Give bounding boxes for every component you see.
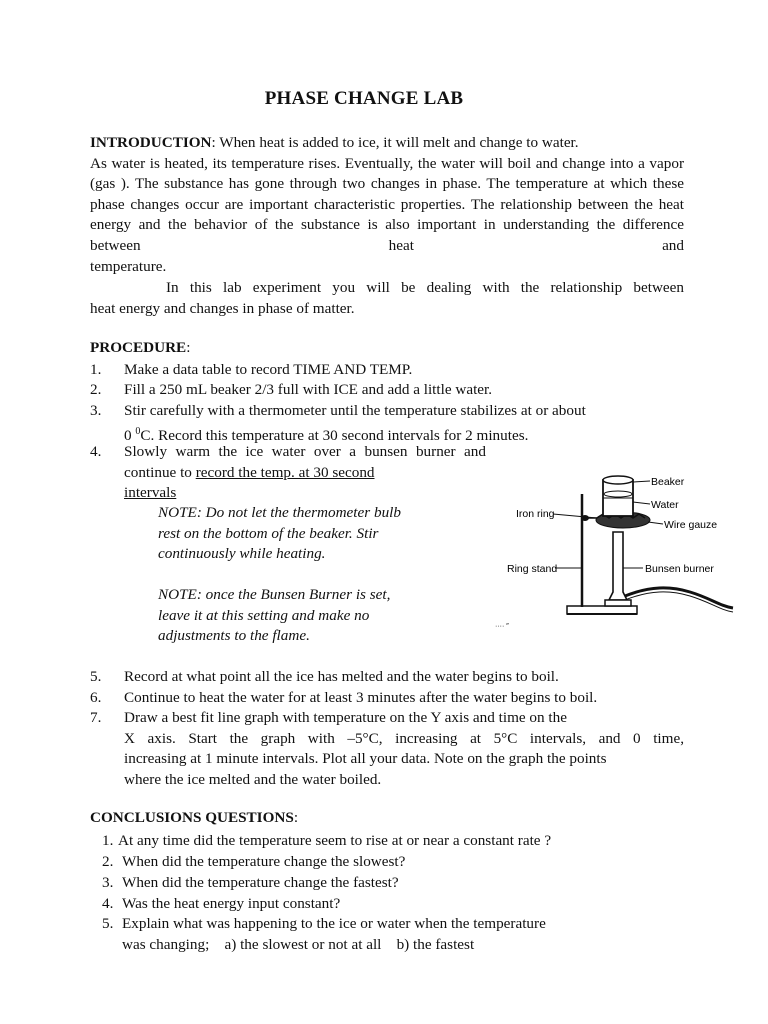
introduction-paragraph-2 bbox=[90, 278, 684, 319]
step-text: Fill a 250 mL beaker 2/3 full with ICE and add a little water. bbox=[124, 381, 493, 398]
question-text: At any time did the temperature seem to rise at or near a constant rate ? bbox=[118, 832, 552, 849]
step-text bbox=[124, 442, 486, 504]
note-line: rest on the bottom of the beaker. Stir bbox=[158, 524, 379, 542]
diagram-corner-mark: ···· ″ bbox=[495, 623, 509, 630]
question-text-line2: was changing; a) the slowest or not at all b) the fastest bbox=[122, 936, 475, 953]
label-beaker: Beaker bbox=[651, 476, 685, 488]
page-title: PHASE CHANGE LAB bbox=[264, 88, 464, 109]
conclusions-label: CONCLUSIONS QUESTIONS bbox=[90, 809, 294, 826]
question-number: 4. bbox=[102, 895, 114, 912]
step-number: 7. bbox=[90, 709, 102, 726]
label-bunsen-burner: Bunsen burner bbox=[645, 563, 714, 575]
note-bunsen bbox=[158, 585, 458, 647]
procedure-heading bbox=[90, 339, 190, 357]
intro2-line1: In this lab experiment you will be dealing with the relationship between bbox=[166, 279, 684, 296]
label-water: Water bbox=[651, 499, 679, 511]
step-text-line1: Draw a best fit line graph with temperature on the Y axis and time on the bbox=[124, 709, 567, 726]
note-line: NOTE: once the Bunsen Burner is set, bbox=[158, 586, 391, 603]
step4-underlined-1: record the temp. at 30 second bbox=[195, 463, 375, 481]
step-number: 2. bbox=[90, 381, 102, 398]
step-number: 6. bbox=[90, 689, 102, 706]
intro2-line2: heat energy and changes in phase of matter. bbox=[90, 299, 355, 317]
step-text: Make a data table to record TIME AND TEMP. bbox=[124, 361, 413, 378]
note-line: continuously while heating. bbox=[158, 545, 326, 563]
question-number: 5. bbox=[102, 915, 114, 932]
note-line: NOTE: Do not let the thermometer bulb bbox=[158, 504, 401, 521]
step-number: 4. bbox=[90, 443, 102, 460]
bunsen-burner-shape bbox=[609, 532, 627, 600]
question-text: When did the temperature change the slowest? bbox=[122, 853, 406, 870]
step4-underlined-2: intervals bbox=[124, 484, 177, 502]
procedure-colon: : bbox=[186, 339, 191, 356]
question-number: 1. bbox=[102, 832, 114, 849]
question-number: 2. bbox=[102, 853, 114, 870]
step-number: 1. bbox=[90, 361, 102, 378]
question-text: When did the temperature change the fastest? bbox=[122, 874, 399, 891]
apparatus-diagram bbox=[495, 468, 735, 638]
note-thermometer bbox=[158, 503, 458, 565]
ring-stand-base bbox=[567, 606, 637, 614]
gas-hose bbox=[625, 588, 733, 608]
conclusions-heading bbox=[90, 809, 298, 827]
step-text-line4: where the ice melted and the water boiled. bbox=[124, 771, 382, 788]
step-text: Record at what point all the ice has melted and the water begins to boil. bbox=[124, 668, 559, 685]
step-number: 3. bbox=[90, 402, 102, 419]
step3-line2-rest: C. Record this temperature at 30 second intervals for 2 minutes. bbox=[140, 427, 529, 445]
introduction-label: INTRODUCTION bbox=[90, 134, 212, 151]
step4-text-plain: Slowly warm the ice water over a bunsen burner and continue to bbox=[124, 443, 486, 481]
procedure-label: PROCEDURE bbox=[90, 339, 187, 356]
note-line: leave it at this setting and make no bbox=[158, 606, 370, 624]
step-text-line1: Stir carefully with a thermometer until the temperature stabilizes at or about bbox=[124, 402, 586, 419]
introduction-body-end: temperature. bbox=[90, 257, 167, 275]
step-text-line2: X axis. Start the graph with –5°C, increasing at 5°C intervals, and 0 time, bbox=[124, 730, 684, 747]
label-ring-stand: Ring stand bbox=[507, 563, 558, 575]
note-line: adjustments to the flame. bbox=[158, 627, 310, 645]
step-number: 5. bbox=[90, 668, 102, 685]
step3-degree-sup: 0 bbox=[135, 426, 141, 437]
step3-zero: 0 bbox=[124, 427, 136, 445]
introduction-paragraph bbox=[90, 133, 684, 277]
introduction-body: As water is heated, its temperature rises. Eventually, the water will boil and change into a vapor (gas ). The substance has gone through two changes in phase. The temperature at which these phase changes occur are important characteristic properties. The relationship between the heat energy and the behavior of the substance is also important in understanding the difference between heat and bbox=[90, 154, 684, 254]
label-wire-gauze: Wire gauze bbox=[664, 519, 718, 531]
introduction-line1: : When heat is added to ice, it will melt and change to water. bbox=[211, 134, 579, 151]
question-text: Explain what was happening to the ice or water when the temperature bbox=[122, 915, 546, 932]
question-text: Was the heat energy input constant? bbox=[122, 895, 341, 912]
introduction-first-line bbox=[90, 133, 684, 154]
conclusions-colon: : bbox=[293, 809, 299, 826]
step-text: Continue to heat the water for at least 3 minutes after the water begins to boil. bbox=[124, 689, 598, 706]
question-number: 3. bbox=[102, 874, 114, 891]
label-iron-ring: Iron ring bbox=[516, 508, 555, 520]
step-text-line3: increasing at 1 minute intervals. Plot all your data. Note on the graph the points bbox=[124, 750, 607, 767]
